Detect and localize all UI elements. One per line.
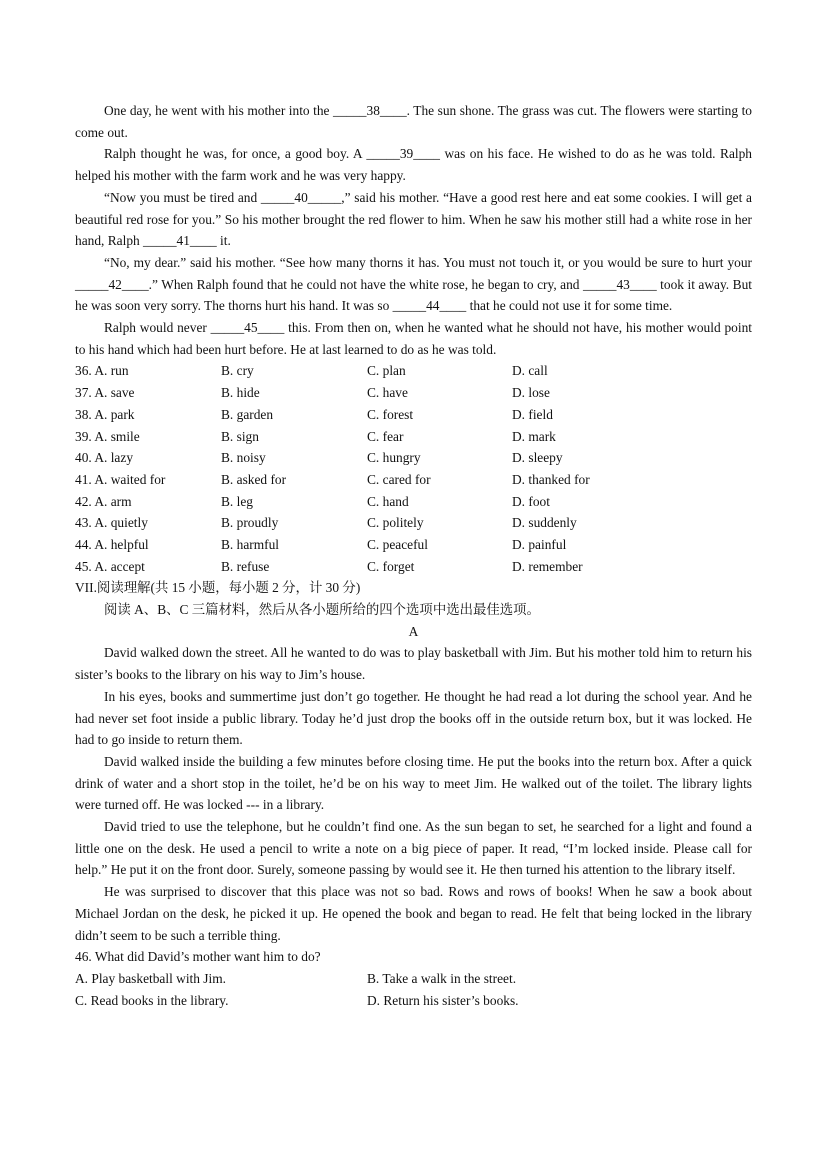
section-title: VII.阅读理解(共 15 小题，每小题 2 分，计 30 分)	[75, 580, 361, 596]
option-row-44	[75, 534, 752, 556]
option-d: D. thanked for	[512, 471, 590, 487]
option-c: C. have	[367, 385, 408, 401]
cloze-paragraph: One day, he went with his mother into the _____38____. The sun shone. The grass was cut. The flowers were starting to come out.	[75, 103, 752, 140]
option-d: D. call	[512, 363, 548, 379]
option-b: B. cry	[221, 363, 254, 379]
answer-d: D. Return his sister’s books.	[367, 992, 519, 1008]
option-c: C. politely	[367, 515, 424, 531]
cloze-paragraph: “No, my dear.” said his mother. “See how many thorns it has. You must not touch it, or you would be sure to hurt your _____42____.” When Ralph found that he could not have the white rose, he began to cry, and _____43____ took it away. But he was soon very sorry. The thorns hurt his hand. It was so _____44____ that he could not use it for some time.	[75, 254, 752, 314]
answer-a: A. Play basketball with Jim.	[75, 970, 227, 986]
option-b: B. hide	[221, 385, 260, 401]
option-a: 39. A. smile	[75, 428, 140, 444]
option-row-42	[75, 491, 752, 513]
option-b: B. leg	[221, 493, 253, 509]
cloze-paragraph: “Now you must be tired and _____40_____,” said his mother. “Have a good rest here and eat some cookies. I will get a beautiful red rose for you.” So his mother brought the red flower to him. When he saw his mother still had a white rose in her hand, Ralph _____41____ it.	[75, 189, 752, 249]
cloze-paragraph: Ralph thought he was, for once, a good boy. A _____39____ was on his face. He wished to do as he was told. Ralph helped his mother with the farm work and he was very happy.	[75, 146, 752, 184]
option-a: 45. A. accept	[75, 558, 145, 574]
option-row-40	[75, 447, 752, 469]
option-c: C. peaceful	[367, 536, 428, 552]
option-a: 41. A. waited for	[75, 471, 166, 487]
exam-page	[75, 100, 752, 1011]
reading-paragraph: David tried to use the telephone, but he couldn’t find one. As the sun began to set, he searched for a light and found a little one on the desk. He used a pencil to write a note on a big piece of paper. It read, “I’m locked inside. Please call for help.” He put it on the front door. Surely, someone passing by would see it. He then turned his attention to the library itself.	[75, 819, 752, 878]
option-row-45	[75, 556, 752, 578]
option-b: B. sign	[221, 428, 259, 444]
option-d: D. suddenly	[512, 515, 577, 531]
option-row-36	[75, 360, 752, 382]
option-d: D. field	[512, 406, 553, 422]
option-b: B. refuse	[221, 558, 270, 574]
option-c: C. hand	[367, 493, 409, 509]
reading-paragraph: David walked inside the building a few minutes before closing time. He put the books into the return box. After a quick drink of water and a short stop in the toilet, he’d be on his way to meet Jim. He walked out of the toilet. The library lights were turned off. He was locked --- in a library.	[75, 753, 752, 813]
option-d: D. mark	[512, 428, 556, 444]
option-row-41	[75, 469, 752, 491]
option-d: D. foot	[512, 493, 550, 509]
passage-label: A	[408, 623, 419, 639]
option-c: C. hungry	[367, 450, 421, 466]
option-d: D. lose	[512, 385, 550, 401]
option-c: C. forget	[367, 558, 415, 574]
answer-c: C. Read books in the library.	[75, 992, 229, 1008]
reading-paragraph: He was surprised to discover that this place was not so bad. Rows and rows of books! When he saw a book about Michael Jordan on the desk, he picked it up. He opened the book and began to read. He felt that being locked in the library didn’t seem to be such a terrible thing.	[75, 884, 752, 943]
option-c: C. plan	[367, 363, 406, 379]
option-d: D. remember	[512, 558, 583, 574]
option-b: B. noisy	[221, 450, 266, 466]
option-a: 36. A. run	[75, 363, 129, 379]
option-a: 42. A. arm	[75, 493, 132, 509]
answer-b: B. Take a walk in the street.	[367, 970, 517, 986]
option-c: C. forest	[367, 406, 414, 422]
option-row-37	[75, 382, 752, 404]
options-table	[75, 360, 752, 577]
cloze-paragraph: Ralph would never _____45____ this. From then on, when he wanted what he should not have, his mother would point to his hand which had been hurt before. He at last learned to do as he was told.	[75, 320, 752, 357]
option-row-38	[75, 404, 752, 426]
option-b: B. garden	[221, 406, 274, 422]
option-a: 40. A. lazy	[75, 450, 134, 466]
option-c: C. cared for	[367, 471, 431, 487]
option-b: B. harmful	[221, 536, 280, 552]
option-d: D. painful	[512, 536, 567, 552]
section-instruction: 阅读 A、B、C 三篇材料，然后从各小题所给的四个选项中选出最佳选项。	[104, 602, 540, 618]
option-row-39	[75, 426, 752, 448]
answer-row	[75, 990, 752, 1012]
option-row-43	[75, 512, 752, 534]
option-a: 38. A. park	[75, 406, 135, 422]
option-a: 37. A. save	[75, 385, 135, 401]
option-b: B. asked for	[221, 471, 287, 487]
reading-paragraph: David walked down the street. All he wanted to do was to play basketball with Jim. But his mother told him to return his sister’s books to the library on his way to Jim’s house.	[75, 645, 752, 683]
reading-paragraph: In his eyes, books and summertime just don’t go together. He thought he had read a lot during the school year. And he had never set foot inside a public library. Today he’d just drop the books off in the outside return box, but it was locked. He had to go inside to return them.	[75, 688, 752, 748]
option-a: 44. A. helpful	[75, 536, 149, 552]
option-c: C. fear	[367, 428, 404, 444]
option-d: D. sleepy	[512, 450, 563, 466]
question-stem: 46. What did David’s mother want him to do?	[75, 949, 321, 965]
answer-row	[75, 968, 752, 990]
option-b: B. proudly	[221, 515, 279, 531]
option-a: 43. A. quietly	[75, 515, 148, 531]
